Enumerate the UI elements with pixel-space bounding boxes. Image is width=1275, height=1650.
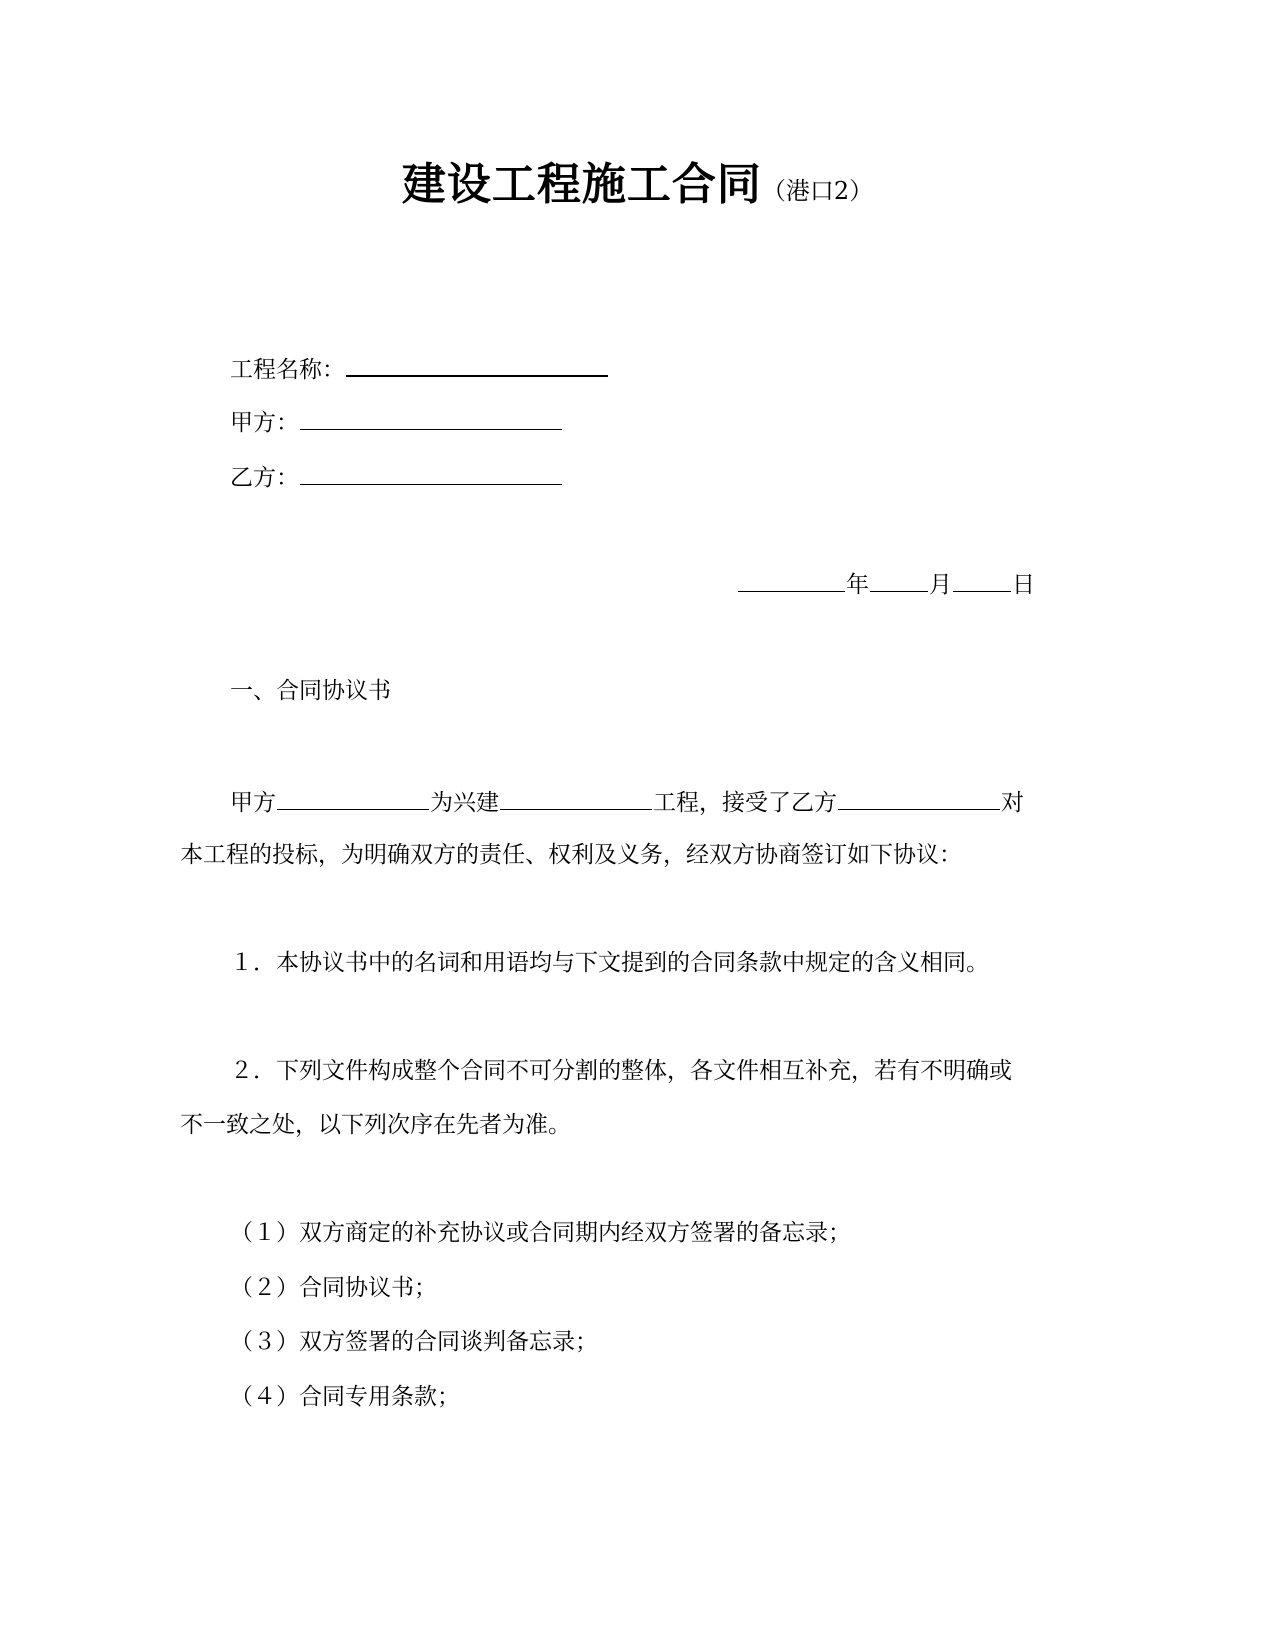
agreement-text-a: 甲方 <box>230 790 276 816</box>
party-b-name-blank[interactable] <box>838 785 1000 810</box>
day-blank[interactable] <box>953 567 1011 592</box>
month-label: 月 <box>929 572 952 598</box>
party-a-field <box>230 405 563 438</box>
day-label: 日 <box>1012 572 1035 598</box>
agreement-text-d: 对 <box>1001 790 1024 816</box>
party-b-label: 乙方： <box>230 465 299 491</box>
project-blank[interactable] <box>500 785 652 810</box>
clause-1: １．本协议书中的名词和用语均与下文提到的合同条款中规定的含义相同。 <box>230 950 989 976</box>
party-b-blank[interactable] <box>300 460 562 485</box>
title-sub: （港口2） <box>761 177 874 205</box>
party-a-label: 甲方： <box>230 410 299 436</box>
document-item-1: （１）双方商定的补充协议或合同期内经双方签署的备忘录； <box>230 1220 851 1246</box>
project-name-label: 工程名称： <box>230 357 345 383</box>
agreement-line1 <box>230 785 1024 818</box>
document-item-4: （４）合同专用条款； <box>230 1384 460 1410</box>
party-b-field <box>230 460 563 493</box>
year-label: 年 <box>846 572 869 598</box>
month-blank[interactable] <box>870 567 928 592</box>
year-blank[interactable] <box>738 567 845 592</box>
clause-2-line1: ２．下列文件构成整个合同不可分割的整体，各文件相互补充，若有不明确或 <box>230 1058 1012 1084</box>
agreement-text-c: 工程，接受了乙方 <box>653 790 837 816</box>
party-a-blank[interactable] <box>300 405 562 430</box>
party-a-name-blank[interactable] <box>277 785 429 810</box>
document-item-3: （３）双方签署的合同谈判备忘录； <box>230 1329 598 1355</box>
agreement-line2: 本工程的投标，为明确双方的责任、权利及义务，经双方协商签订如下协议： <box>180 842 962 868</box>
date-line <box>737 567 1035 600</box>
clause-2-line2: 不一致之处，以下列次序在先者为准。 <box>180 1112 571 1138</box>
document-item-2: （２）合同协议书； <box>230 1275 437 1301</box>
document-title <box>0 148 1275 212</box>
section-heading: 一、合同协议书 <box>230 678 391 704</box>
agreement-text-b: 为兴建 <box>430 790 499 816</box>
title-main: 建设工程施工合同 <box>401 159 762 210</box>
project-name-field <box>230 351 609 385</box>
project-name-blank[interactable] <box>346 351 608 377</box>
